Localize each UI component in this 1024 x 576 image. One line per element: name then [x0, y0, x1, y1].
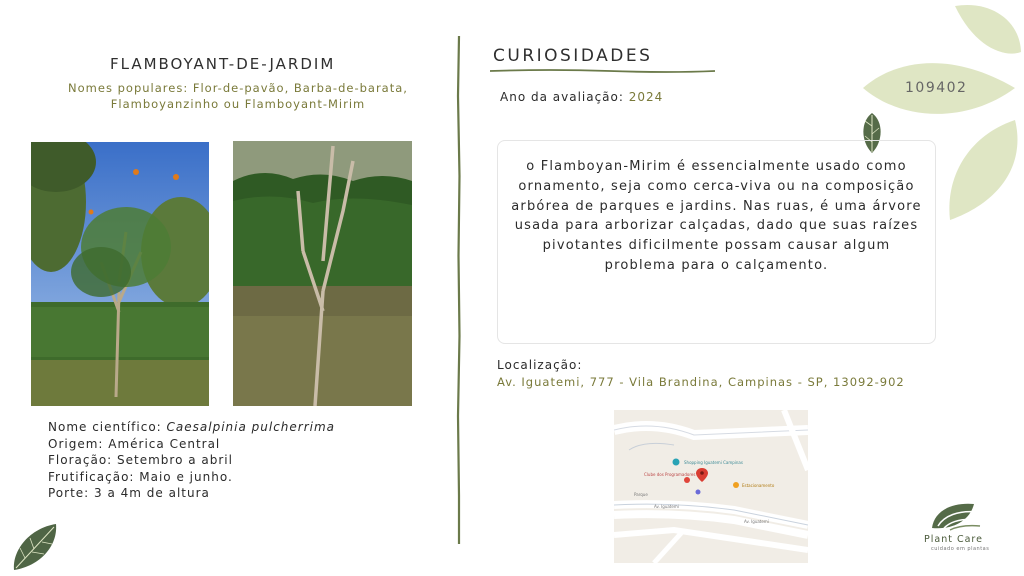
- location-label: Localização:: [497, 358, 583, 372]
- bottom-leaf-icon: [10, 522, 60, 572]
- vertical-divider: [456, 36, 462, 544]
- location-address[interactable]: Av. Iguatemi, 777 - Vila Brandina, Campinas - SP, 13092-902: [497, 375, 905, 389]
- scientific-name-value: Caesalpinia pulcherrima: [166, 420, 336, 434]
- location-map[interactable]: [614, 410, 808, 563]
- flowering: Floração: Setembro a abril: [48, 453, 233, 467]
- plant-facts: [48, 419, 335, 502]
- origin: Origem: América Central: [48, 436, 221, 451]
- map-place-3: Estacionamento: [742, 483, 775, 488]
- evaluation-year-label: Ano da avaliação:: [500, 90, 629, 104]
- fruiting: Frutificação: Maio e junho.: [48, 469, 233, 484]
- logo-tagline: cuidado em plantas: [931, 546, 990, 552]
- scientific-name-label: Nome científico:: [48, 420, 167, 434]
- map-street-2: Av. Iguatemi: [744, 519, 769, 524]
- curiosity-box: [497, 140, 936, 344]
- popular-names-line-2: Flamboyanzinho ou Flamboyant-Mirim: [110, 97, 366, 111]
- section-title: CURIOSIDADES: [493, 46, 653, 66]
- logo-name: Plant Care: [924, 534, 983, 545]
- park-marker-icon: [696, 490, 701, 495]
- curiosity-text: o Flamboyan-Mirim é essencialmente usado como ornamento, seja como cerca-viva ou na composição arbórea de parques e jardins. Nas ruas, é uma árvore usada para arborizar calçadas, dado que suas raízes pivotantes dificilmente possam causar algum problema para o calçamento.: [511, 159, 922, 273]
- plant-photo-1: [31, 142, 209, 406]
- popular-names: [48, 80, 428, 112]
- plant-code: 109402: [905, 80, 968, 96]
- title-underline: [490, 68, 715, 74]
- size: Porte: 3 a 4m de altura: [48, 486, 210, 500]
- scientific-name: [48, 419, 335, 436]
- evaluation-year-value: 2024: [628, 90, 664, 104]
- parking-marker-icon: [733, 482, 739, 488]
- shopping-marker-icon: [673, 459, 680, 466]
- evaluation-year: [500, 90, 663, 104]
- map-place-4: Parque: [634, 492, 648, 497]
- plant-photo-2: [233, 141, 412, 406]
- plant-care-logo-icon: [930, 500, 982, 532]
- popular-names-line-1: Nomes populares: Flor-de-pavão, Barba-de-barata,: [68, 81, 408, 95]
- map-place-1: Shopping Iguatemi Campinas: [684, 460, 743, 465]
- plant-title: FLAMBOYANT-DE-JARDIM: [110, 55, 336, 73]
- map-street-1: Av. Iguatemi: [654, 504, 679, 509]
- club-marker-icon: [684, 477, 690, 483]
- map-place-2: Clube dos Programadores: [644, 472, 696, 477]
